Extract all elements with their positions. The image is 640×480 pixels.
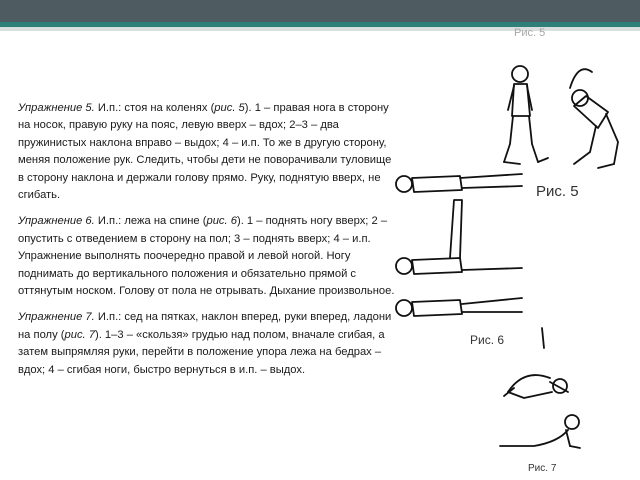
header-corner-label: Рис. 5 (514, 27, 546, 39)
figure-6-drawing (390, 162, 530, 330)
figure-6-label: Рис. 6 (470, 333, 505, 347)
exercise-5-body: ). 1 – правая нога в сторону на носок, правую руку на пояс, левую вверх – вдох; 2–3 – два пружинистых наклона вправо – выдох; 4 – и.п. То же в другую сторону, меняя положение рук. Следить, чтобы дети не поворачивали туловище в сторону наклона и держали голову прямо. Руку, поднятую вверх, не сгибать. (18, 102, 392, 202)
exercise-text-block (18, 100, 398, 388)
exercise-6-start: И.п.: лежа на спине ( (94, 215, 207, 228)
exercise-6-fig-ref: рис. 6 (206, 215, 237, 228)
figure-7-label: Рис. 7 (528, 463, 557, 474)
figure-7-illustration (494, 322, 584, 460)
exercise-5-title: Упражнение 5. (18, 102, 95, 114)
exercise-5-start: И.п.: стоя на коленях ( (94, 102, 215, 114)
exercise-7-fig-ref: рис. 7 (64, 328, 95, 341)
slide-header-bar (0, 0, 640, 22)
exercise-6-paragraph (18, 213, 398, 300)
exercise-7-title: Упражнение 7. (18, 311, 95, 324)
exercise-6-title: Упражнение 6. (18, 215, 95, 228)
exercise-6-body: ). 1 – поднять ногу вверх; 2 – опустить с отведением в сторону на пол; 3 – поднять вверх; 4 – и.п. Упражнение выполнять поочередно правой и левой ногой. Ногу поднимать до вертикального положения и обязательно прямой с оттянутым носком. Голову от пола не отрывать. Дыхание произвольное. (18, 215, 395, 298)
figure-5-label: Рис. 5 (536, 183, 579, 200)
figure-7-drawing (494, 322, 584, 460)
exercise-7-start: И.п.: сед на пятках, наклон вперед, руки вперед, ладони на полу ( (18, 311, 392, 341)
exercise-5-paragraph (18, 100, 398, 204)
exercise-5-fig-ref: рис. 5 (214, 102, 245, 114)
figure-6-illustration (390, 162, 530, 330)
exercise-7-paragraph (18, 309, 398, 379)
exercise-7-body: ). 1–3 – «скользя» грудью над полом, вначале сгибая, а затем выпрямляя руки, перейти в положение упора лежа на бедрах – вдох; 4 – сгибая ноги, быстро вернуться в и.п. – выдох. (18, 328, 385, 376)
